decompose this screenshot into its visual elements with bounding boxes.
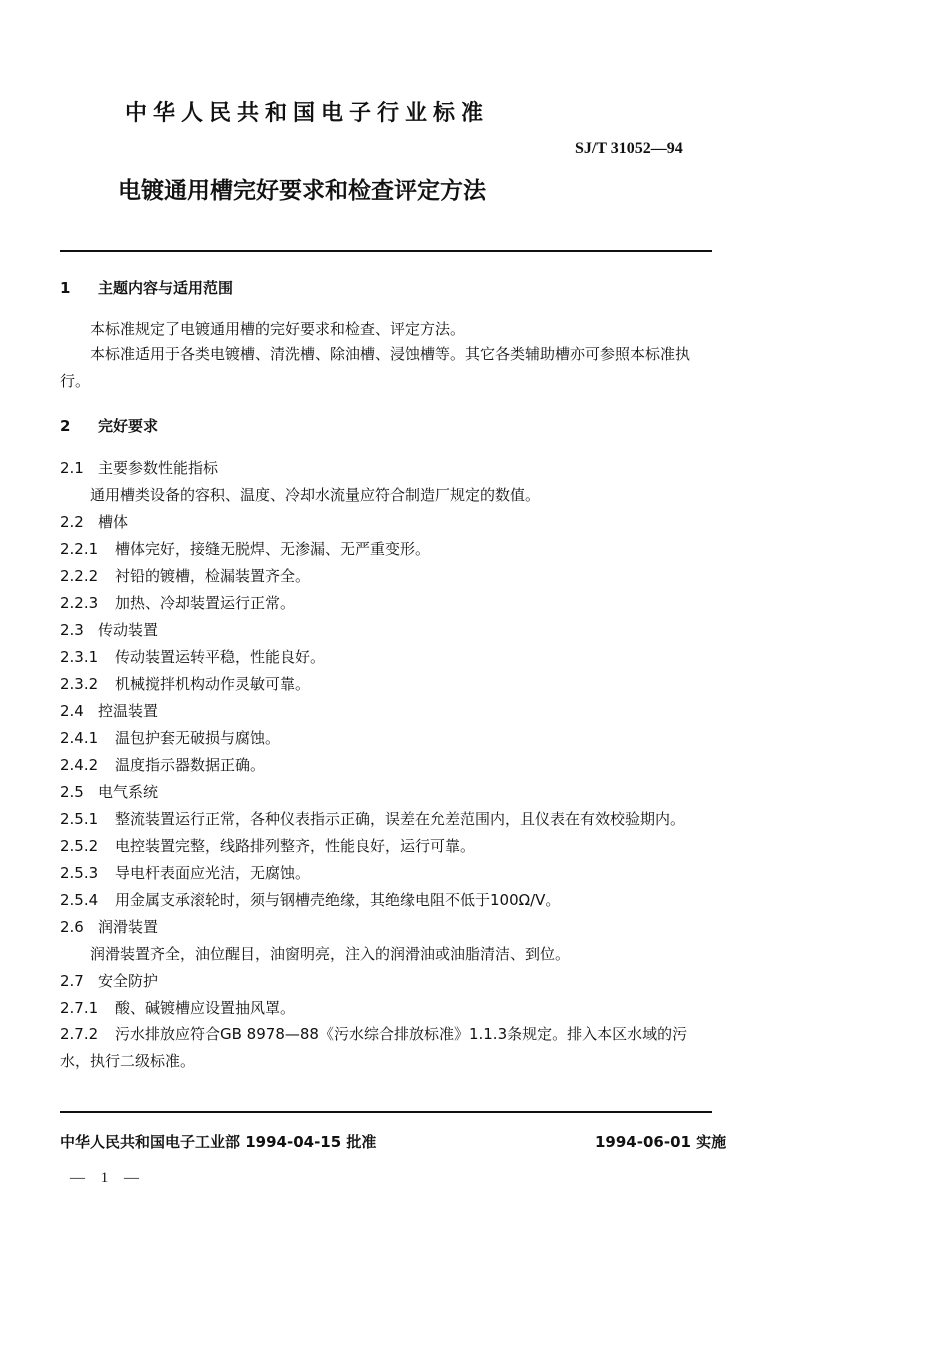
clause-number: 2.3.1 [60, 648, 99, 666]
clause-number: 2.5.1 [60, 810, 99, 828]
clause-text: 润滑装置 [98, 918, 159, 936]
clause-row [60, 808, 685, 829]
section-1-para-2: 本标准适用于各类电镀槽、清洗槽、除油槽、浸蚀槽等。其它各类辅助槽亦可参照本标准执行。 [60, 345, 691, 390]
clause-row [60, 511, 128, 532]
clause-number: 2.5 [60, 783, 84, 801]
clause-number: 2.4 [60, 702, 84, 720]
clause-row [60, 754, 265, 775]
clause-number: 2.6 [60, 918, 84, 936]
clause-row [60, 565, 310, 586]
clause-row [60, 592, 295, 613]
clause-row [60, 997, 295, 1018]
clause-text: 润滑装置齐全，油位醒目，油窗明亮，注入的润滑油或油脂清洁、到位。 [90, 945, 571, 963]
document-title: 电镀通用槽完好要求和检查评定方法 [118, 178, 486, 204]
clause-text: 控温装置 [98, 702, 159, 720]
section-1-title: 主题内容与适用范围 [98, 279, 234, 297]
clause-number: 2.7.1 [60, 999, 99, 1017]
clause-row [90, 484, 540, 505]
clause-row [60, 619, 158, 640]
clause-row [60, 970, 158, 991]
section-2-number: 2 [60, 417, 71, 435]
clause-number: 2.3.2 [60, 675, 99, 693]
clause-number: 2.5.2 [60, 837, 99, 855]
clause-text: 酸、碱镀槽应设置抽风罩。 [115, 999, 296, 1017]
clause-text: 衬铅的镀槽，检漏装置齐全。 [115, 567, 311, 585]
clause-number: 2.3 [60, 621, 84, 639]
clause-text: 机械搅拌机构动作灵敏可靠。 [115, 675, 311, 693]
clause-text: 污水排放应符合GB 8978—88《污水综合排放标准》1.1.3条规定。排入本区水域的污水，执行二级标准。 [60, 1025, 688, 1070]
clause-number: 2.2.1 [60, 540, 99, 558]
clause-number: 2.7.2 [60, 1025, 99, 1043]
clause-text: 用金属支承滚轮时，须与钢槽壳绝缘，其绝缘电阻不低于100Ω/V。 [115, 891, 561, 909]
clause-row [60, 916, 158, 937]
clause-text: 安全防护 [98, 972, 159, 990]
clause-row [60, 835, 475, 856]
clause-row [60, 700, 158, 721]
clause-row [60, 457, 218, 478]
clause-number: 2.2 [60, 513, 84, 531]
clause-2-7-2 [60, 1021, 712, 1075]
clause-text: 导电杆表面应光洁，无腐蚀。 [115, 864, 311, 882]
clause-row [60, 646, 325, 667]
clause-row [60, 727, 280, 748]
clause-row [60, 862, 310, 883]
clause-number: 2.4.2 [60, 756, 99, 774]
clause-number: 2.5.4 [60, 891, 99, 909]
top-rule [60, 250, 712, 252]
clause-number: 2.7 [60, 972, 84, 990]
clause-row [60, 673, 310, 694]
clause-number: 2.5.3 [60, 864, 99, 882]
clause-number: 2.4.1 [60, 729, 99, 747]
clause-text: 整流装置运行正常，各种仪表指示正确，误差在允差范围内，且仪表在有效校验期内。 [115, 810, 686, 828]
clause-number: 2.2.2 [60, 567, 99, 585]
clause-text: 通用槽类设备的容积、温度、冷却水流量应符合制造厂规定的数值。 [90, 486, 541, 504]
clause-text: 传动装置 [98, 621, 159, 639]
standard-code: SJ/T 31052—94 [575, 140, 683, 157]
section-1-number: 1 [60, 279, 71, 297]
page-number: — 1 — [70, 1170, 145, 1186]
clause-text: 槽体完好，接缝无脱焊、无渗漏、无严重变形。 [115, 540, 431, 558]
clause-text: 加热、冷却装置运行正常。 [115, 594, 296, 612]
clause-text: 槽体 [98, 513, 129, 531]
effective-date: 1994-06-01 实施 [595, 1133, 727, 1151]
clause-row [60, 889, 560, 910]
clause-number: 2.2.3 [60, 594, 99, 612]
section-2-heading [60, 415, 158, 436]
bottom-rule [60, 1111, 712, 1113]
clause-row [90, 943, 570, 964]
clause-text: 主要参数性能指标 [98, 459, 219, 477]
approval-line: 中华人民共和国电子工业部 1994-04-15 批准 [60, 1133, 377, 1151]
clause-number: 2.1 [60, 459, 84, 477]
section-1-heading [60, 277, 233, 298]
section-1-para-1: 本标准规定了电镀通用槽的完好要求和检查、评定方法。 [90, 320, 466, 338]
clause-text: 传动装置运转平稳，性能良好。 [115, 648, 326, 666]
section-2-title: 完好要求 [98, 417, 159, 435]
clause-text: 温包护套无破损与腐蚀。 [115, 729, 281, 747]
clause-text: 电气系统 [98, 783, 159, 801]
clause-text: 温度指示器数据正确。 [115, 756, 266, 774]
clause-text: 电控装置完整，线路排列整齐，性能良好，运行可靠。 [115, 837, 476, 855]
clause-row [60, 781, 158, 802]
header-org: 中华人民共和国电子行业标准 [125, 101, 490, 126]
clause-row [60, 538, 430, 559]
